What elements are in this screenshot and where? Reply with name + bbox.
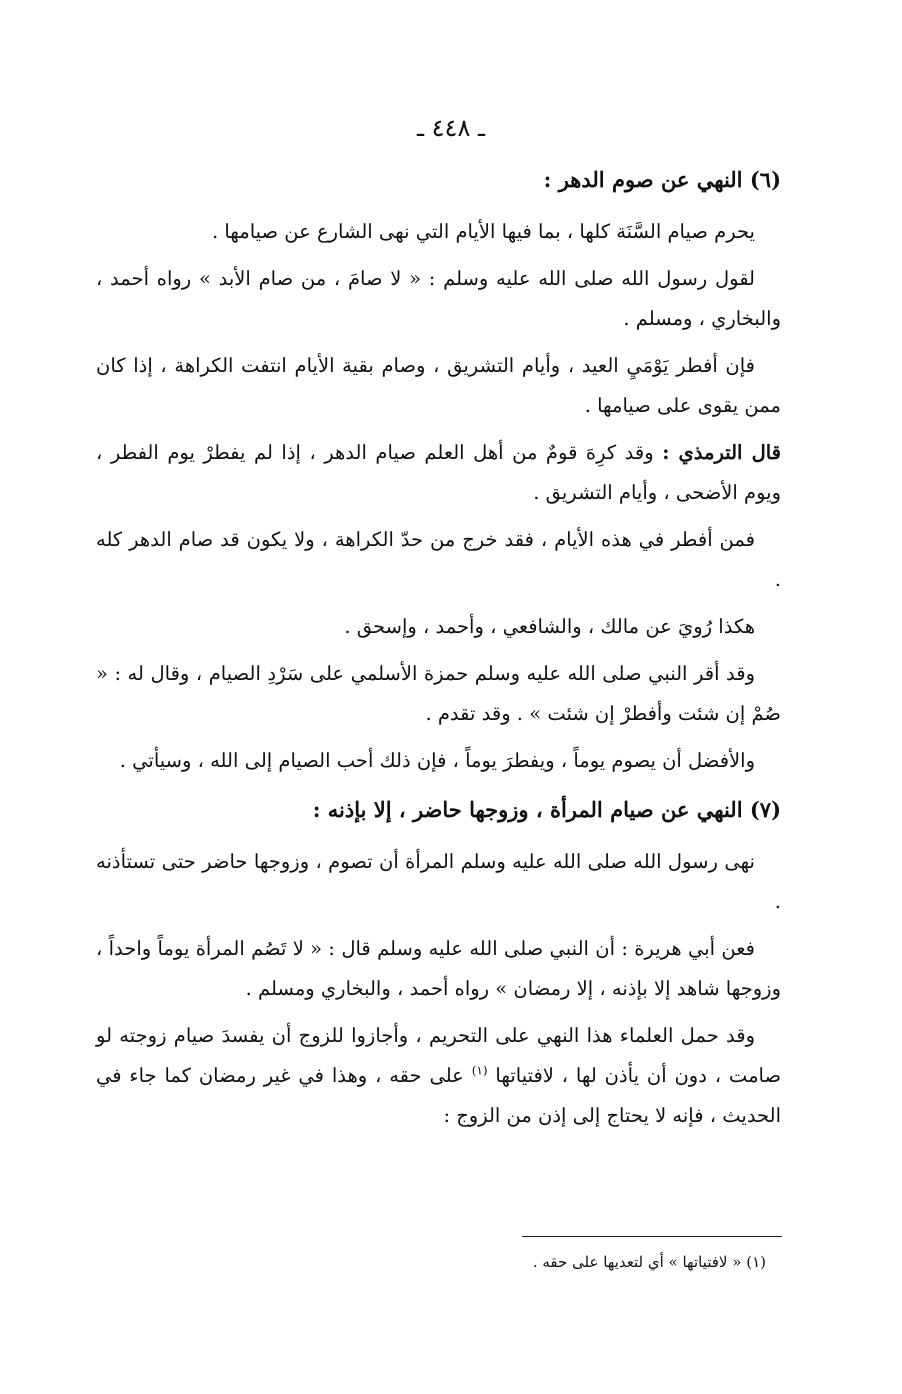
section-7-paragraph-3-start: وقد حمل العلماء هذا النهي على التحريم ، وأجازوا للزوج أن يفسدَ صيام زوجته لو صامت ، دون أن يأذن لها ، لافتياتها <box>96 1024 782 1087</box>
tirmidhi-lead: قال الترمذي : <box>662 441 781 464</box>
section-6-paragraph-3: فإن أفطر يَوْمَيِ العيد ، وأيام التشريق ، وصام بقية الأيام انتفت الكراهة ، إذا كان ممن يقوى على صيامها . <box>96 354 781 417</box>
footnote-reference[interactable]: (١) <box>471 1063 488 1078</box>
section-6-heading: (٦) النهي عن صوم الدهر : <box>543 167 781 192</box>
section-7-heading: (٧) النهي عن صيام المرأة ، وزوجها حاضر ، إلا بإذنه : <box>312 797 781 822</box>
section-7-paragraph-1: نهى رسول الله صلى الله عليه وسلم المرأة أن تصوم ، وزوجها حاضر حتى تستأذنه . <box>96 850 781 913</box>
section-7-paragraph-3-end: على حقه ، وهذا في غير رمضان كما جاء في الحديث ، فإنه لا يحتاج إلى إذن من الزوج : <box>96 1064 781 1127</box>
page-number: ـ ٤٤٨ ـ <box>416 114 485 142</box>
main-text <box>96 158 781 1143</box>
section-6-paragraph-2: لقول رسول الله صلى الله عليه وسلم : « لا صامَ ، من صام الأبد » رواه أحمد ، والبخاري ، ومسلم . <box>96 267 781 330</box>
section-6-paragraph-4 <box>96 433 781 513</box>
footnote-divider <box>522 1236 782 1237</box>
footnote-text: « لافتياتها » أي لتعديها على حقه . <box>532 1253 742 1271</box>
footnote <box>96 1248 766 1276</box>
section-6-paragraph-6: هكذا رُويَ عن مالك ، والشافعي ، وأحمد ، وإسحق . <box>344 615 755 638</box>
section-6-paragraph-7: وقد أقر النبي صلى الله عليه وسلم حمزة الأسلمي على سَرْدِ الصيام ، وقال له : « صُمْ إن شئت وأفطرْ إن شئت » . وقد تقدم . <box>96 662 781 725</box>
section-6-paragraph-8: والأفضل أن يصوم يوماً ، ويفطرَ يوماً ، فإن ذلك أحب الصيام إلى الله ، وسيأتي . <box>119 749 755 772</box>
section-6-paragraph-5: فمن أفطر في هذه الأيام ، فقد خرج من حدّ الكراهة ، ولا يكون قد صام الدهر كله . <box>96 528 781 591</box>
tirmidhi-quote: وقد كرِهَ قومٌ من أهل العلم صيام الدهر ، إذا لم يفطرْ يوم الفطر ، ويوم الأضحى ، وأيام التشريق . <box>96 441 781 504</box>
section-6-paragraph-1: يحرم صيام السَّنَة كلها ، بما فيها الأيام التي نهى الشارع عن صيامها . <box>211 220 755 243</box>
section-7-paragraph-3 <box>96 1016 781 1136</box>
section-7-paragraph-2: فعن أبي هريرة : أن النبي صلى الله عليه وسلم قال : « لا تَصُم المرأة يوماً واحداً ، وزوجها شاهد إلا بإذنه ، إلا رمضان » رواه أحمد ، والبخاري ومسلم . <box>96 937 781 1000</box>
footnote-marker: (١) <box>746 1253 766 1271</box>
